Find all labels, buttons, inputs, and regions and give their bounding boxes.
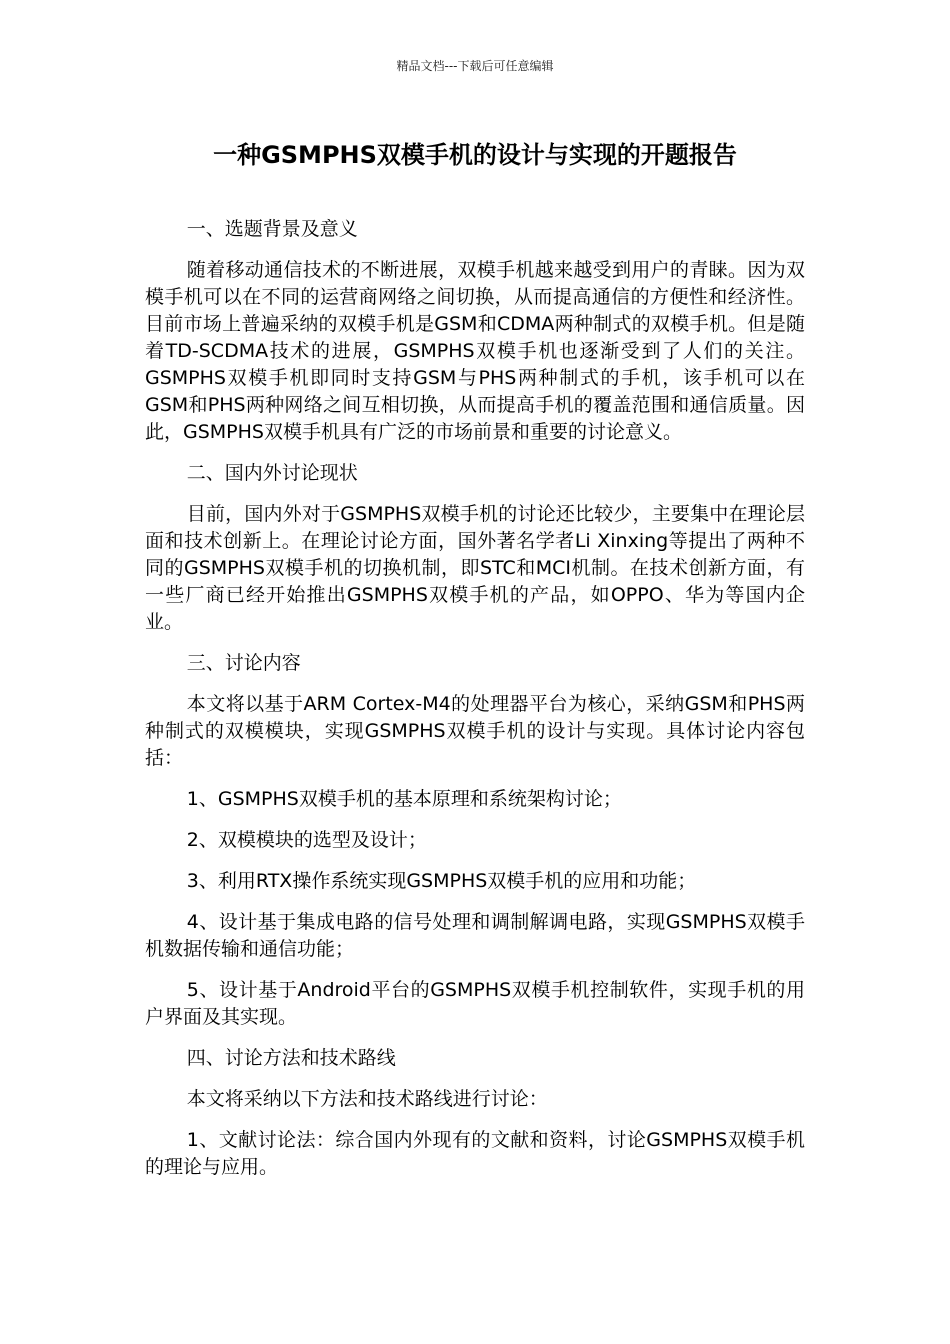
paragraph-background: 随着移动通信技术的不断进展，双模手机越来越受到用户的青睐。因为双模手机可以在不同的运营商网络之间切换，从而提高通信的方便性和经济性。目前市场上普遍采纳的双模手机是GSM和CDMA两种制式的双模手机。但是随着TD-SCDMA技术的进展，GSMPHS双模手机也逐渐受到了人们的关注。GSMPHS双模手机即同时支持GSM与PHS两种制式的手机，该手机可以在GSM和PHS两种网络之间互相切换，从而提高手机的覆盖范围和通信质量。因此，GSMPHS双模手机具有广泛的市场前景和重要的讨论意义。 bbox=[145, 259, 805, 443]
header-note: 精品文档---下载后可任意编辑 bbox=[396, 59, 554, 73]
document-body bbox=[145, 216, 805, 1195]
paragraph-content-intro: 本文将以基于ARM Cortex-M4的处理器平台为核心，采纳GSM和PHS两种制式的双模模块，实现GSMPHS双模手机的设计与实现。具体讨论内容包括： bbox=[145, 693, 805, 769]
document-title: 一种GSMPHS双模手机的设计与实现的开题报告 bbox=[213, 141, 737, 169]
list-item: 5、设计基于Android平台的GSMPHS双模手机控制软件，实现手机的用户界面及其实现。 bbox=[145, 979, 805, 1028]
list-item: 4、设计基于集成电路的信号处理和调制解调电路，实现GSMPHS双模手机数据传输和通信功能； bbox=[145, 911, 805, 960]
section-heading-content: 三、讨论内容 bbox=[186, 652, 301, 674]
paragraph-status: 目前，国内外对于GSMPHS双模手机的讨论还比较少，主要集中在理论层面和技术创新上。在理论讨论方面，国外著名学者Li Xinxing等提出了两种不同的GSMPHS双模手机的切换机制，即STC和MCI机制。在技术创新方面，有一些厂商已经开始推出GSMPHS双模手机的产品，如OPPO、华为等国内企业。 bbox=[145, 503, 805, 633]
list-item: 1、GSMPHS双模手机的基本原理和系统架构讨论； bbox=[186, 788, 622, 810]
section-heading-methods: 四、讨论方法和技术路线 bbox=[186, 1047, 396, 1069]
section-heading-status: 二、国内外讨论现状 bbox=[186, 462, 358, 484]
paragraph-methods-intro: 本文将采纳以下方法和技术路线进行讨论： bbox=[186, 1088, 548, 1110]
list-item: 1、文献讨论法：综合国内外现有的文献和资料，讨论GSMPHS双模手机的理论与应用。 bbox=[145, 1129, 805, 1178]
list-item: 2、双模模块的选型及设计； bbox=[186, 829, 427, 851]
list-item: 3、利用RTX操作系统实现GSMPHS双模手机的应用和功能； bbox=[186, 870, 697, 892]
section-heading-background: 一、选题背景及意义 bbox=[186, 218, 358, 240]
